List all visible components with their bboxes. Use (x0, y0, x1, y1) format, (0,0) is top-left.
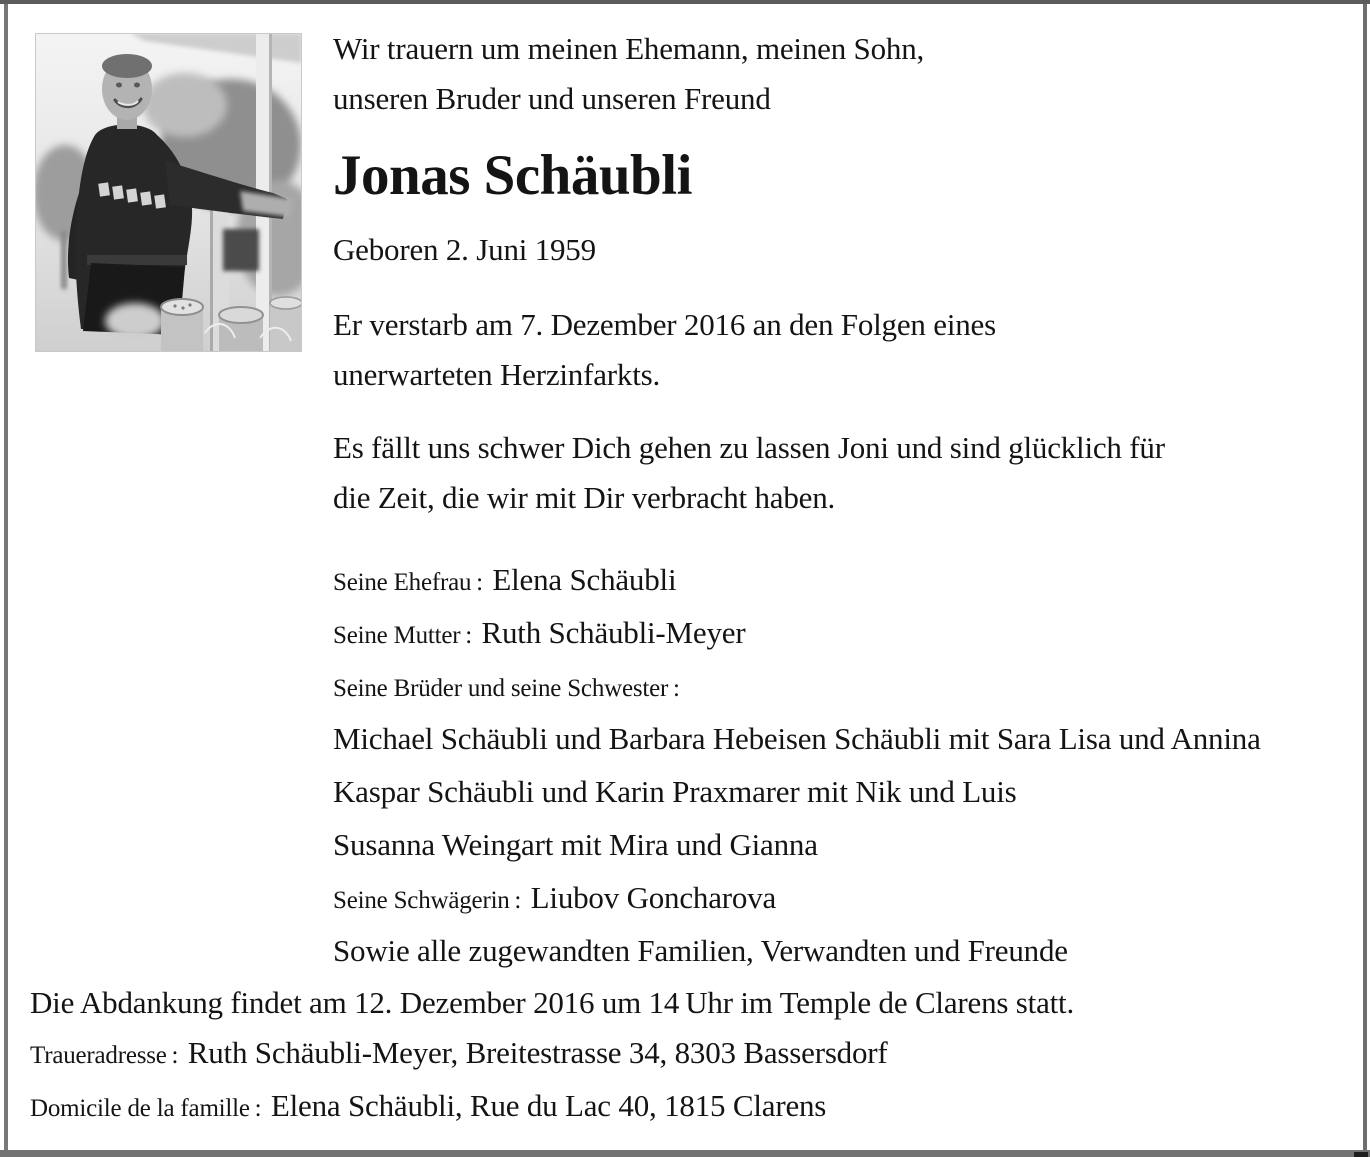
relation-label: Seine Mutter : (333, 622, 472, 649)
page-border-corner-mark (1354, 1152, 1368, 1157)
service-line: Die Abdankung findet am 12. Dezember 2016 um 14 Uhr im Temple de Clarens statt. (30, 985, 1075, 1020)
relation-value: Kaspar Schäubli und Karin Praxmarer mit Nik und Luis (333, 774, 1017, 809)
page-border-left (4, 4, 8, 1150)
relation-value: Sowie alle zugewandten Familien, Verwandten und Freunde (333, 933, 1068, 968)
relation-value: Susanna Weingart mit Mira und Gianna (333, 827, 818, 862)
page-border-bottom (0, 1150, 1370, 1157)
relation-label: Seine Brüder und seine Schwester : (333, 675, 680, 702)
mourning-address-line (30, 1028, 1074, 1081)
deceased-name: Jonas Schäubli (333, 144, 692, 207)
death-line-1: Er verstarb am 7. Dezember 2016 an den Folgen eines (333, 307, 996, 342)
family-line (333, 873, 1261, 926)
family-line (333, 767, 1261, 820)
portrait-photo-illustration (35, 33, 302, 352)
birth-line: Geboren 2. Juni 1959 (333, 232, 596, 267)
family-line (333, 714, 1261, 767)
page-border-top (0, 0, 1370, 4)
portrait-photo (35, 33, 302, 352)
death-line-2: unerwarteten Herzinfarkts. (333, 357, 661, 392)
funeral-details (30, 978, 1074, 1134)
relation-value: Liubov Goncharova (530, 880, 777, 915)
family-line (333, 820, 1261, 873)
intro-line-1: Wir trauern um meinen Ehemann, meinen Sohn, (333, 31, 925, 66)
family-line (333, 555, 1261, 608)
relation-value: Michael Schäubli und Barbara Hebeisen Schäubli mit Sara Lisa und Annina (333, 721, 1261, 756)
family-list (333, 555, 1261, 979)
farewell-paragraph (333, 423, 1165, 523)
mourning-address-label: Traueradresse : (30, 1042, 179, 1069)
relation-label: Seine Ehefrau : (333, 569, 483, 596)
family-domicile-label: Domicile de la famille : (30, 1095, 262, 1122)
intro-paragraph (333, 24, 924, 124)
family-line (333, 661, 1261, 714)
intro-line-2: unseren Bruder und unseren Freund (333, 81, 771, 116)
relation-value: Ruth Schäubli-Meyer (481, 615, 746, 650)
relation-label: Seine Schwägerin : (333, 887, 522, 914)
family-domicile-value: Elena Schäubli, Rue du Lac 40, 1815 Clarens (270, 1088, 827, 1123)
farewell-line-1: Es fällt uns schwer Dich gehen zu lassen Joni und sind glücklich für (333, 430, 1165, 465)
family-domicile-line (30, 1081, 1074, 1134)
family-line (333, 926, 1261, 979)
page-border-right (1363, 4, 1367, 1150)
family-line (333, 608, 1261, 661)
farewell-line-2: die Zeit, die wir mit Dir verbracht haben. (333, 480, 836, 515)
death-paragraph (333, 300, 996, 400)
mourning-address-value: Ruth Schäubli-Meyer, Breitestrasse 34, 8303 Bassersdorf (187, 1035, 888, 1070)
relation-value: Elena Schäubli (492, 562, 677, 597)
